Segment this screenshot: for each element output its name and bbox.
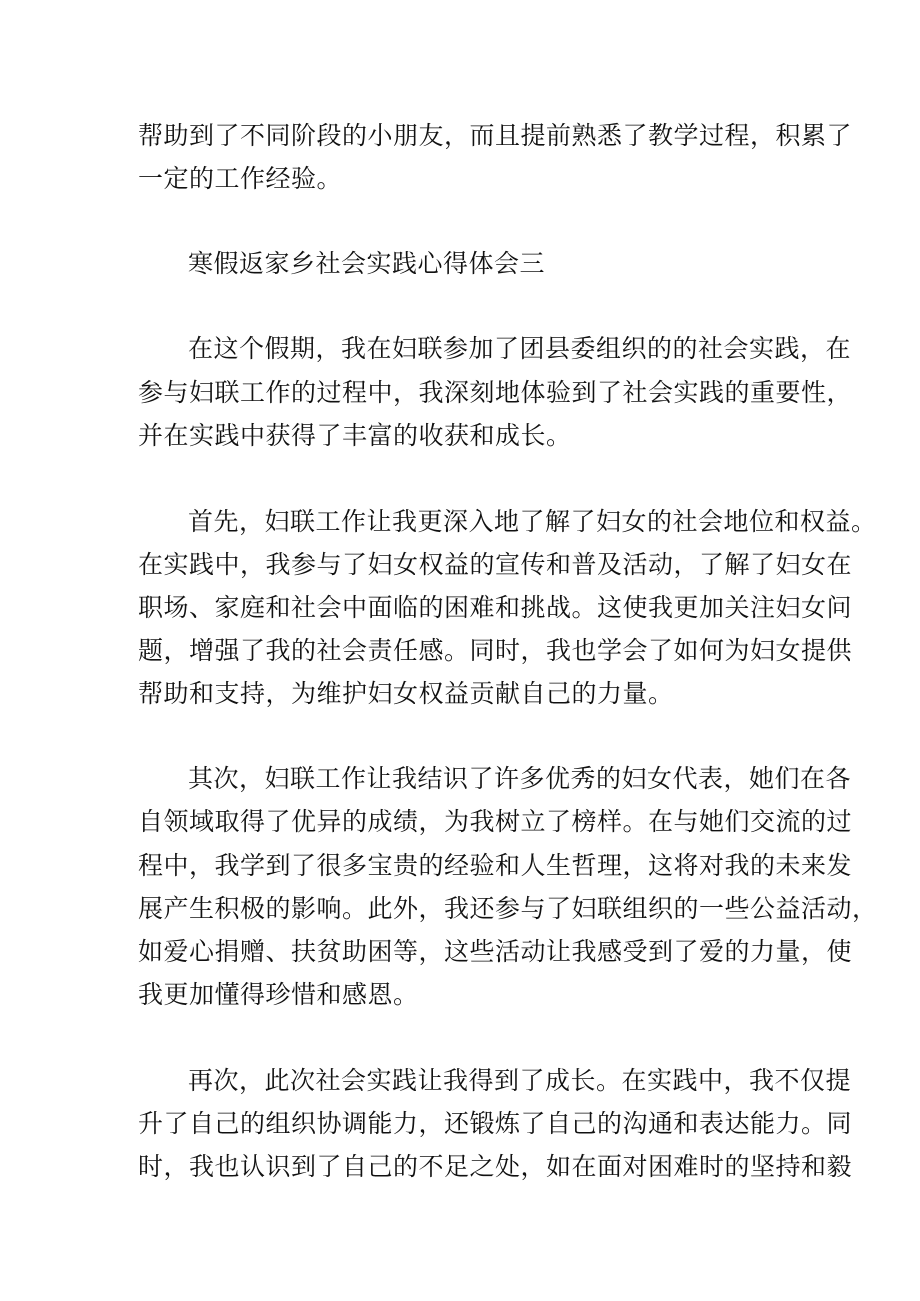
paragraph-2-line-5: 帮助和支持，为维护妇女权益贡献自己的力量。 <box>138 679 674 708</box>
paragraph-3-line-5: 如爱心捐赠、扶贫助困等，这些活动让我感受到了爱的力量，使 <box>138 937 853 966</box>
section-heading: 寒假返家乡社会实践心得体会三 <box>188 249 546 278</box>
intro-line-1: 帮助到了不同阶段的小朋友，而且提前熟悉了教学过程，积累了 <box>138 121 853 150</box>
paragraph-4-line-3: 时，我也认识到了自己的不足之处，如在面对困难时的坚持和毅 <box>138 1152 853 1181</box>
paragraph-3-line-4: 展产生积极的影响。此外，我还参与了妇联组织的一些公益活动， <box>138 894 878 923</box>
paragraph-2-line-1: 首先，妇联工作让我更深入地了解了妇女的社会地位和权益。 <box>188 507 877 536</box>
paragraph-4-line-1: 再次，此次社会实践让我得到了成长。在实践中，我不仅提 <box>188 1066 852 1095</box>
paragraph-3-line-2: 自领域取得了优异的成绩，为我树立了榜样。在与她们交流的过 <box>138 807 853 836</box>
paragraph-1-line-2: 参与妇联工作的过程中，我深刻地体验到了社会实践的重要性， <box>138 378 853 407</box>
paragraph-3-line-6: 我更加懂得珍惜和感恩。 <box>138 980 419 1009</box>
paragraph-1-line-3: 并在实践中获得了丰富的收获和成长。 <box>138 421 572 450</box>
paragraph-1-line-1: 在这个假期，我在妇联参加了团县委组织的的社会实践，在 <box>188 334 852 363</box>
paragraph-4-line-2: 升了自己的组织协调能力，还锻炼了自己的沟通和表达能力。同 <box>138 1109 853 1138</box>
paragraph-2-line-4: 题，增强了我的社会责任感。同时，我也学会了如何为妇女提供 <box>138 636 853 665</box>
paragraph-3-line-3: 程中，我学到了很多宝贵的经验和人生哲理，这将对我的未来发 <box>138 851 853 880</box>
paragraph-3-line-1: 其次，妇联工作让我结识了许多优秀的妇女代表，她们在各 <box>188 764 852 793</box>
paragraph-2-line-2: 在实践中，我参与了妇女权益的宣传和普及活动，了解了妇女在 <box>138 550 853 579</box>
paragraph-2-line-3: 职场、家庭和社会中面临的困难和挑战。这使我更加关注妇女问 <box>138 593 853 622</box>
intro-line-2: 一定的工作经验。 <box>138 164 343 193</box>
